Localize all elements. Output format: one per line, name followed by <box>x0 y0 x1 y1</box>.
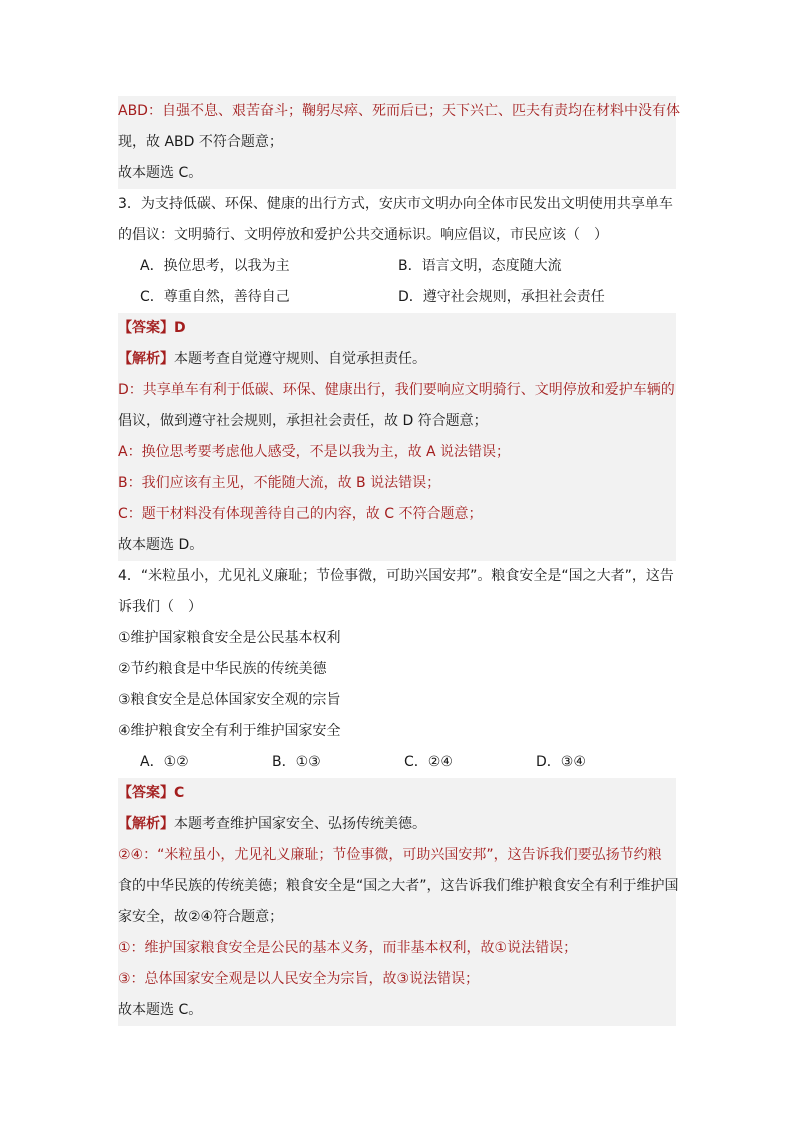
q4-explain-24-line3: 家安全，故②④符合题意； <box>118 902 676 933</box>
q3-option-c: C．尊重自然，善待自己 <box>140 289 290 305</box>
q3-stem-line2: 的倡议：文明骑行、文明停放和爱护公共交通标识。响应倡议，市民应该（ ） <box>118 227 608 243</box>
q3-option-d: D．遵守社会规则，承担社会责任 <box>398 289 605 305</box>
q4-explain-3: ③：总体国家安全观是以人民安全为宗旨，故③说法错误； <box>118 964 676 995</box>
q3-analysis-text: 本题考查自觉遵守规则、自觉承担责任。 <box>174 351 426 367</box>
q4-option-b: B．①③ <box>272 754 321 770</box>
q4-item-2: ②节约粮食是中华民族的传统美德 <box>118 661 327 677</box>
q4-explain-1: ①：维护国家粮食安全是公民的基本义务，而非基本权利，故①说法错误； <box>118 933 676 964</box>
q3-explain-a: A：换位思考要考虑他人感受，不是以我为主，故 A 说法错误； <box>118 437 676 468</box>
q3-stem-line1: 3．为支持低碳、环保、健康的出行方式，安庆市文明办向全体市民发出文明使用共享单车 <box>118 196 673 212</box>
q4-analysis-text: 本题考查维护国家安全、弘扬传统美德。 <box>174 816 426 832</box>
q4-explain-24-line2: 食的中华民族的传统美德；粮食安全是“国之大者”，这告诉我们维护粮食安全有利于维护国 <box>118 871 676 902</box>
q4-options-row <box>118 747 676 778</box>
q3-explain-b: B：我们应该有主见，不能随大流，故 B 说法错误； <box>118 468 676 499</box>
q4-option-a: A．①② <box>140 754 189 770</box>
q4-item-4: ④维护粮食安全有利于维护国家安全 <box>118 723 341 739</box>
q4-conclusion: 故本题选 C。 <box>118 995 676 1026</box>
q3-conclusion: 故本题选 D。 <box>118 530 676 561</box>
q3-options-row2 <box>118 282 676 313</box>
q3-analysis-intro: 【解析】本题考查自觉遵守规则、自觉承担责任。 <box>118 344 676 375</box>
q3-option-b: B．语言文明，态度随大流 <box>398 258 562 274</box>
q4-item-1: ①维护国家粮食安全是公民基本权利 <box>118 630 341 646</box>
q4-answer: 【答案】C <box>118 778 676 809</box>
q2-conclusion: 故本题选 C。 <box>118 158 676 189</box>
q4-stem-line2: 诉我们（ ） <box>118 599 202 615</box>
q3-explain-c: C：题干材料没有体现善待自己的内容，故 C 不符合题意； <box>118 499 676 530</box>
q3-answer: 【答案】D <box>118 313 676 344</box>
document-page <box>118 96 680 1026</box>
q3-options-row1 <box>118 251 676 282</box>
q2-option-abd-line2: 现，故 ABD 不符合题意； <box>118 127 676 158</box>
q4-option-c: C．②④ <box>404 754 453 770</box>
q2-option-abd-line1: ABD：自强不息、艰苦奋斗；鞠躬尽瘁、死而后已；天下兴亡、匹夫有责均在材料中没有体 <box>118 96 676 127</box>
q4-stem-line1: 4．“米粒虽小，尤见礼义廉耻；节俭事微，可助兴国安邦”。粮食安全是“国之大者”，这告 <box>118 568 674 584</box>
q3-explain-d-line1: D：共享单车有利于低碳、环保、健康出行，我们要响应文明骑行、文明停放和爱护车辆的 <box>118 375 676 406</box>
q4-explain-24-line1: ②④：“米粒虽小，尤见礼义廉耻；节俭事微，可助兴国安邦”，这告诉我们要弘扬节约粮 <box>118 840 676 871</box>
q4-analysis-intro: 【解析】本题考查维护国家安全、弘扬传统美德。 <box>118 809 676 840</box>
q3-option-a: A．换位思考，以我为主 <box>140 258 290 274</box>
q3-explain-d-line2: 倡议，做到遵守社会规则，承担社会责任，故 D 符合题意； <box>118 406 676 437</box>
q4-item-3: ③粮食安全是总体国家安全观的宗旨 <box>118 692 341 708</box>
q4-option-d: D．③④ <box>536 754 586 770</box>
